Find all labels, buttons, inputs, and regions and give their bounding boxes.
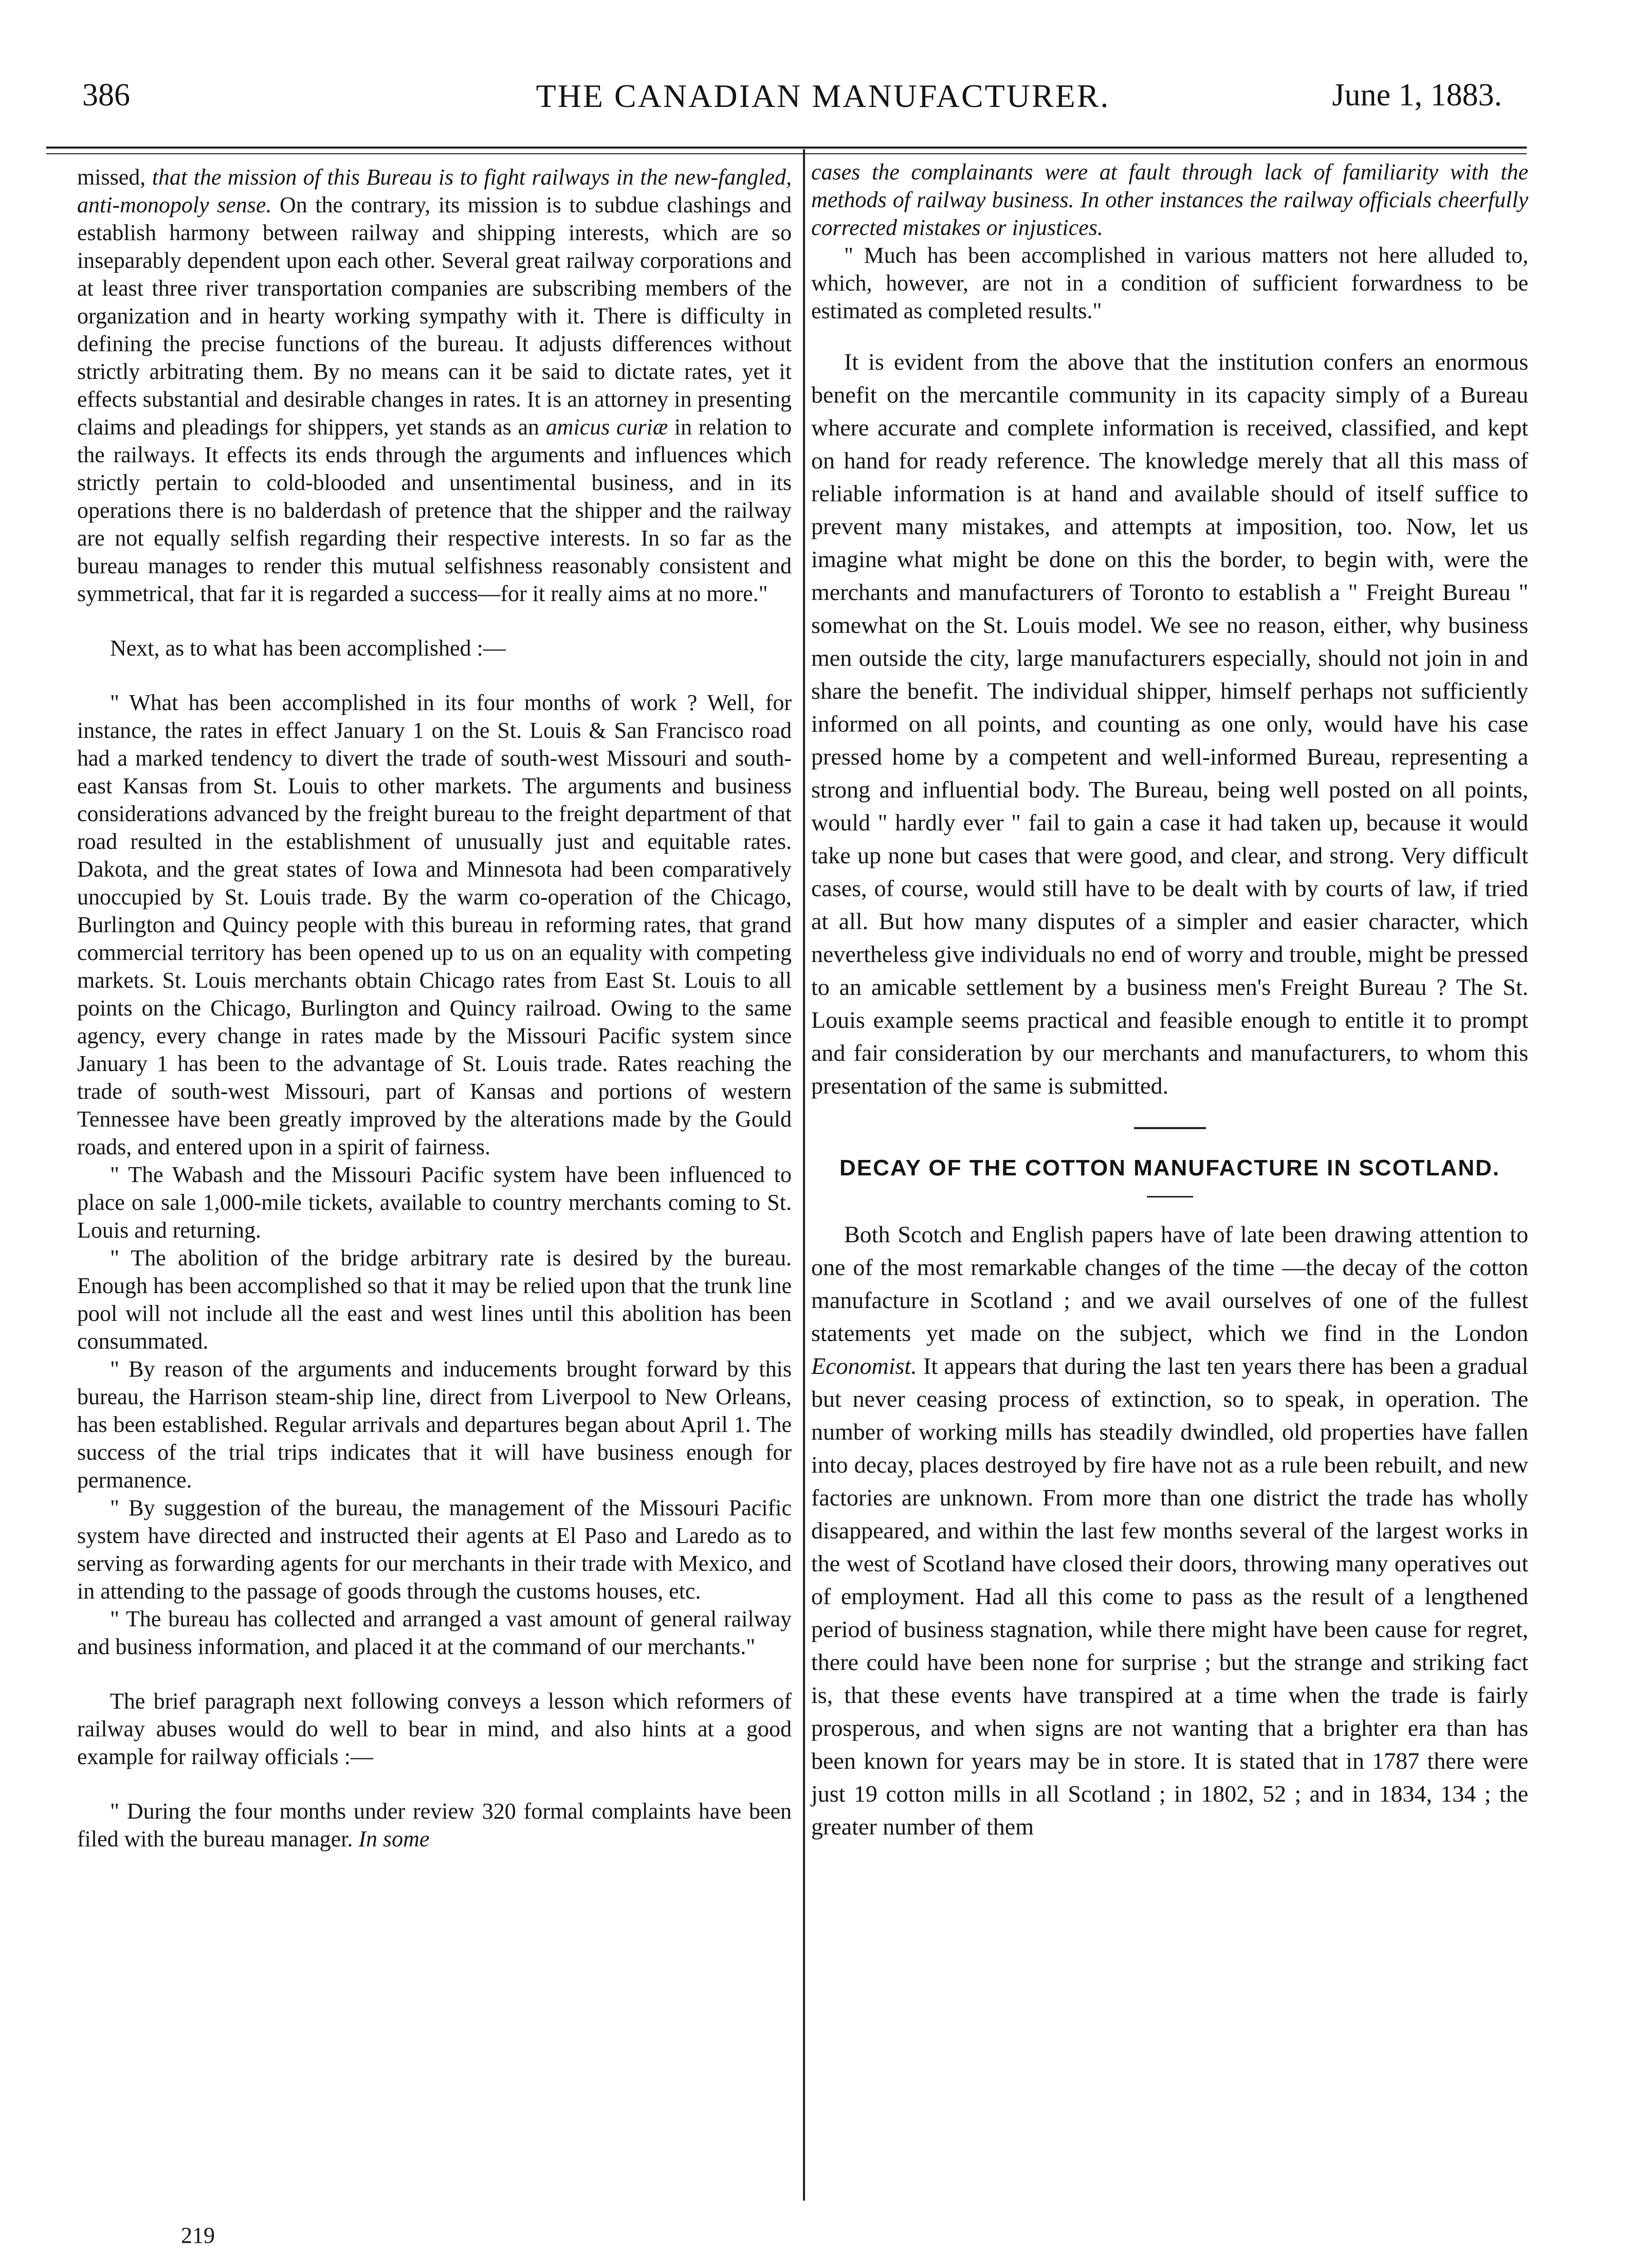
paragraph: Next, as to what has been accomplished :— [110, 636, 506, 661]
column-divider [803, 149, 805, 2201]
paragraph: " The abolition of the bridge arbitrary rate is desired by the bureau. Enough has been accomplished so that it may be relied upon that the trunk line pool will not include all the east and west lines until this abolition has been consummated. [77, 1245, 792, 1354]
right-column [811, 158, 1528, 1843]
page-number: 386 [82, 78, 130, 113]
text-run: missed, [77, 165, 152, 190]
header-rule [46, 147, 1527, 149]
paragraph: " By suggestion of the bureau, the management of the Missouri Pacific system have directed and instructed their agents at El Paso and Laredo as to serving as forwarding agents for our merchants in their trade with Mexico, and in attending to the passage of goods through the customs houses, etc. [77, 1495, 792, 1604]
left-column [77, 164, 792, 1853]
journal-title: THE CANADIAN MANUFACTURER. [536, 78, 1110, 114]
paragraph [811, 158, 1528, 242]
signature-mark: 219 [181, 2223, 215, 2248]
paragraph: " By reason of the arguments and inducements brought forward by this bureau, the Harrison steam-ship line, direct from Liverpool to New Orleans, has been established. Regular arrivals and departures began about April 1. The success of the trial trips indicates that it will have business enough for permanence. [77, 1356, 792, 1493]
italic-text: amicus curiæ [545, 414, 668, 440]
paragraph: " Much has been accomplished in various matters not here alluded to, which, however, are not in a condition of sufficient forwardness to be estimated as completed results." [811, 243, 1528, 323]
page-header [0, 0, 1646, 149]
italic-text: that the mission of this Bureau is to fight railways in the new-fangled, anti-monopoly sense. [77, 165, 792, 217]
paragraph: " The Wabash and the Missouri Pacific system have been influenced to place on sale 1,000-mile tickets, available to country merchants coming to St. Louis and returning. [77, 1162, 792, 1243]
italic-text: cases the complainants were at fault through lack of familiarity with the methods of railway business. In other instances the railway officials cheerfully corrected mistakes or injustices. [811, 159, 1528, 240]
paragraph [77, 164, 792, 608]
heading-rule [1147, 1196, 1193, 1197]
header-rule-thin [46, 153, 1527, 154]
text-run: On the contrary, its mission is to subdue clashings and establish harmony between railway and shipping interests, which are so inseparably dependent upon each other. Several great railway corporations and at least three river transportation companies are subscribing members of the organization and in hearty working sympathy with it. There is difficulty in defining the precise functions of the bureau. It adjusts differences without strictly arbitrating them. By no means can it be said to dictate rates, yet it effects substantial and desirable changes in rates. It is an attorney in presenting claims and pleadings for shippers, yet stands as an [77, 192, 792, 440]
text-run: in relation to the railways. It effects its ends through the arguments and influences which strictly pertain to cold-blooded and unsentimental business, and in its operations there is no balderdash of pretence that the shipper and the railway are not equally selfish regarding their respective interests. In so far as the bureau manages to render this mutual selfishness reasonably consistent and symmetrical, that far it is regarded a success—for it really aims at no more." [77, 414, 792, 606]
issue-date: June 1, 1883. [1332, 78, 1502, 113]
section-heading: DECAY OF THE COTTON MANUFACTURE IN SCOTLAND. [839, 1155, 1500, 1181]
paragraph [811, 1218, 1528, 1843]
paragraph: " What has been accomplished in its four months of work ? Well, for instance, the rates in effect January 1 on the St. Louis & San Francisco road had a marked tendency to divert the trade of south-west Missouri and south-east Kansas from St. Louis to other markets. The arguments and business considerations advanced by the freight bureau to the freight department of that road resulted in the establishment of unusually just and equitable rates. Dakota, and the great states of Iowa and Minnesota had been comparatively unoccupied by St. Louis trade. By the warm co-operation of the Chicago, Burlington and Quincy people with this bureau in reforming rates, that grand commercial territory has been opened up to us on an equality with competing markets. St. Louis merchants obtain Chicago rates from East St. Louis to all points on the Chicago, Burlington and Quincy railroad. Owing to the same agency, every change in rates made by the Missouri Pacific system since January 1 has been to the advantage of St. Louis trade. Rates reaching the trade of south-west Missouri, part of Kansas and portions of western Tennessee have been greatly improved by the alterations made by the Gould roads, and entered upon in a spirit of fairness. [77, 690, 792, 1159]
section-rule [1134, 1127, 1206, 1129]
text-run: Both Scotch and English papers have of late been drawing attention to one of the most remarkable changes of the time —the decay of the cotton manufacture in Scotland ; and we avail ourselves of one of the fullest statements yet made on the subject, which we find in the London [811, 1221, 1528, 1346]
italic-text: In some [358, 1826, 430, 1852]
text-run: " During the four months under review 320 formal complaints have been filed with the bureau manager. [77, 1799, 792, 1852]
paragraph: The brief paragraph next following conveys a lesson which reformers of railway abuses would do well to bear in mind, and also hints at a good example for railway officials :— [77, 1689, 792, 1769]
paragraph: It is evident from the above that the institution confers an enormous benefit on the mercantile community in its capacity simply of a Bureau where accurate and complete information is received, classified, and kept on hand for ready reference. The knowledge merely that all this mass of reliable information is at hand and available should of itself suffice to prevent many mistakes, and attempts at imposition, too. Now, let us imagine what might be done on this the border, to begin with, were the merchants and manufacturers of Toronto to establish a " Freight Bureau " somewhat on the St. Louis model. We see no reason, either, why business men outside the city, large manufacturers especially, should not join in and share the benefit. The individual shipper, himself perhaps not sufficiently informed on all points, and counting as one only, would have his case pressed home by a competent and well-informed Bureau, representing a strong and influential body. The Bureau, being well posted on all points, would " hardly ever " fail to gain a case it had taken up, because it would take up none but cases that were good, and clear, and strong. Very difficult cases, of course, would still have to be dealt with by courts of law, if tried at all. But how many disputes of a simpler and easier character, which nevertheless give individuals no end of worry and trouble, might be pressed to an amicable settlement by a business men's Freight Bureau ? The St. Louis example seems practical and feasible enough to entitle it to prompt and fair consideration by our merchants and manufacturers, to whom this presentation of the same is submitted. [811, 349, 1529, 1099]
paragraph [77, 1798, 792, 1853]
text-run: It appears that during the last ten years there has been a gradual but never ceasing process of extinction, so to speak, in operation. The number of working mills has steadily dwindled, old properties have fallen into decay, places destroyed by fire have not as a rule been rebuilt, and new factories are unknown. From more than one district the trade has wholly disappeared, and within the last few months several of the largest works in the west of Scotland have closed their doors, throwing many operatives out of employment. Had all this come to pass as the result of a lengthened period of business stagnation, while there might have been cause for regret, there could have been none for surprise ; but the strange and striking fact is, that these events have transpired at a time when the trade is fairly prosperous, and when signs are not wanting that a brighter era than has been known for years may be in store. It is stated that in 1787 there were just 19 cotton mills in all Scotland ; in 1802, 52 ; and in 1834, 134 ; the greater number of them [811, 1353, 1528, 1840]
italic-text: Economist. [811, 1353, 917, 1379]
paragraph: " The bureau has collected and arranged a vast amount of general railway and business information, and placed it at the command of our merchants." [77, 1606, 792, 1659]
